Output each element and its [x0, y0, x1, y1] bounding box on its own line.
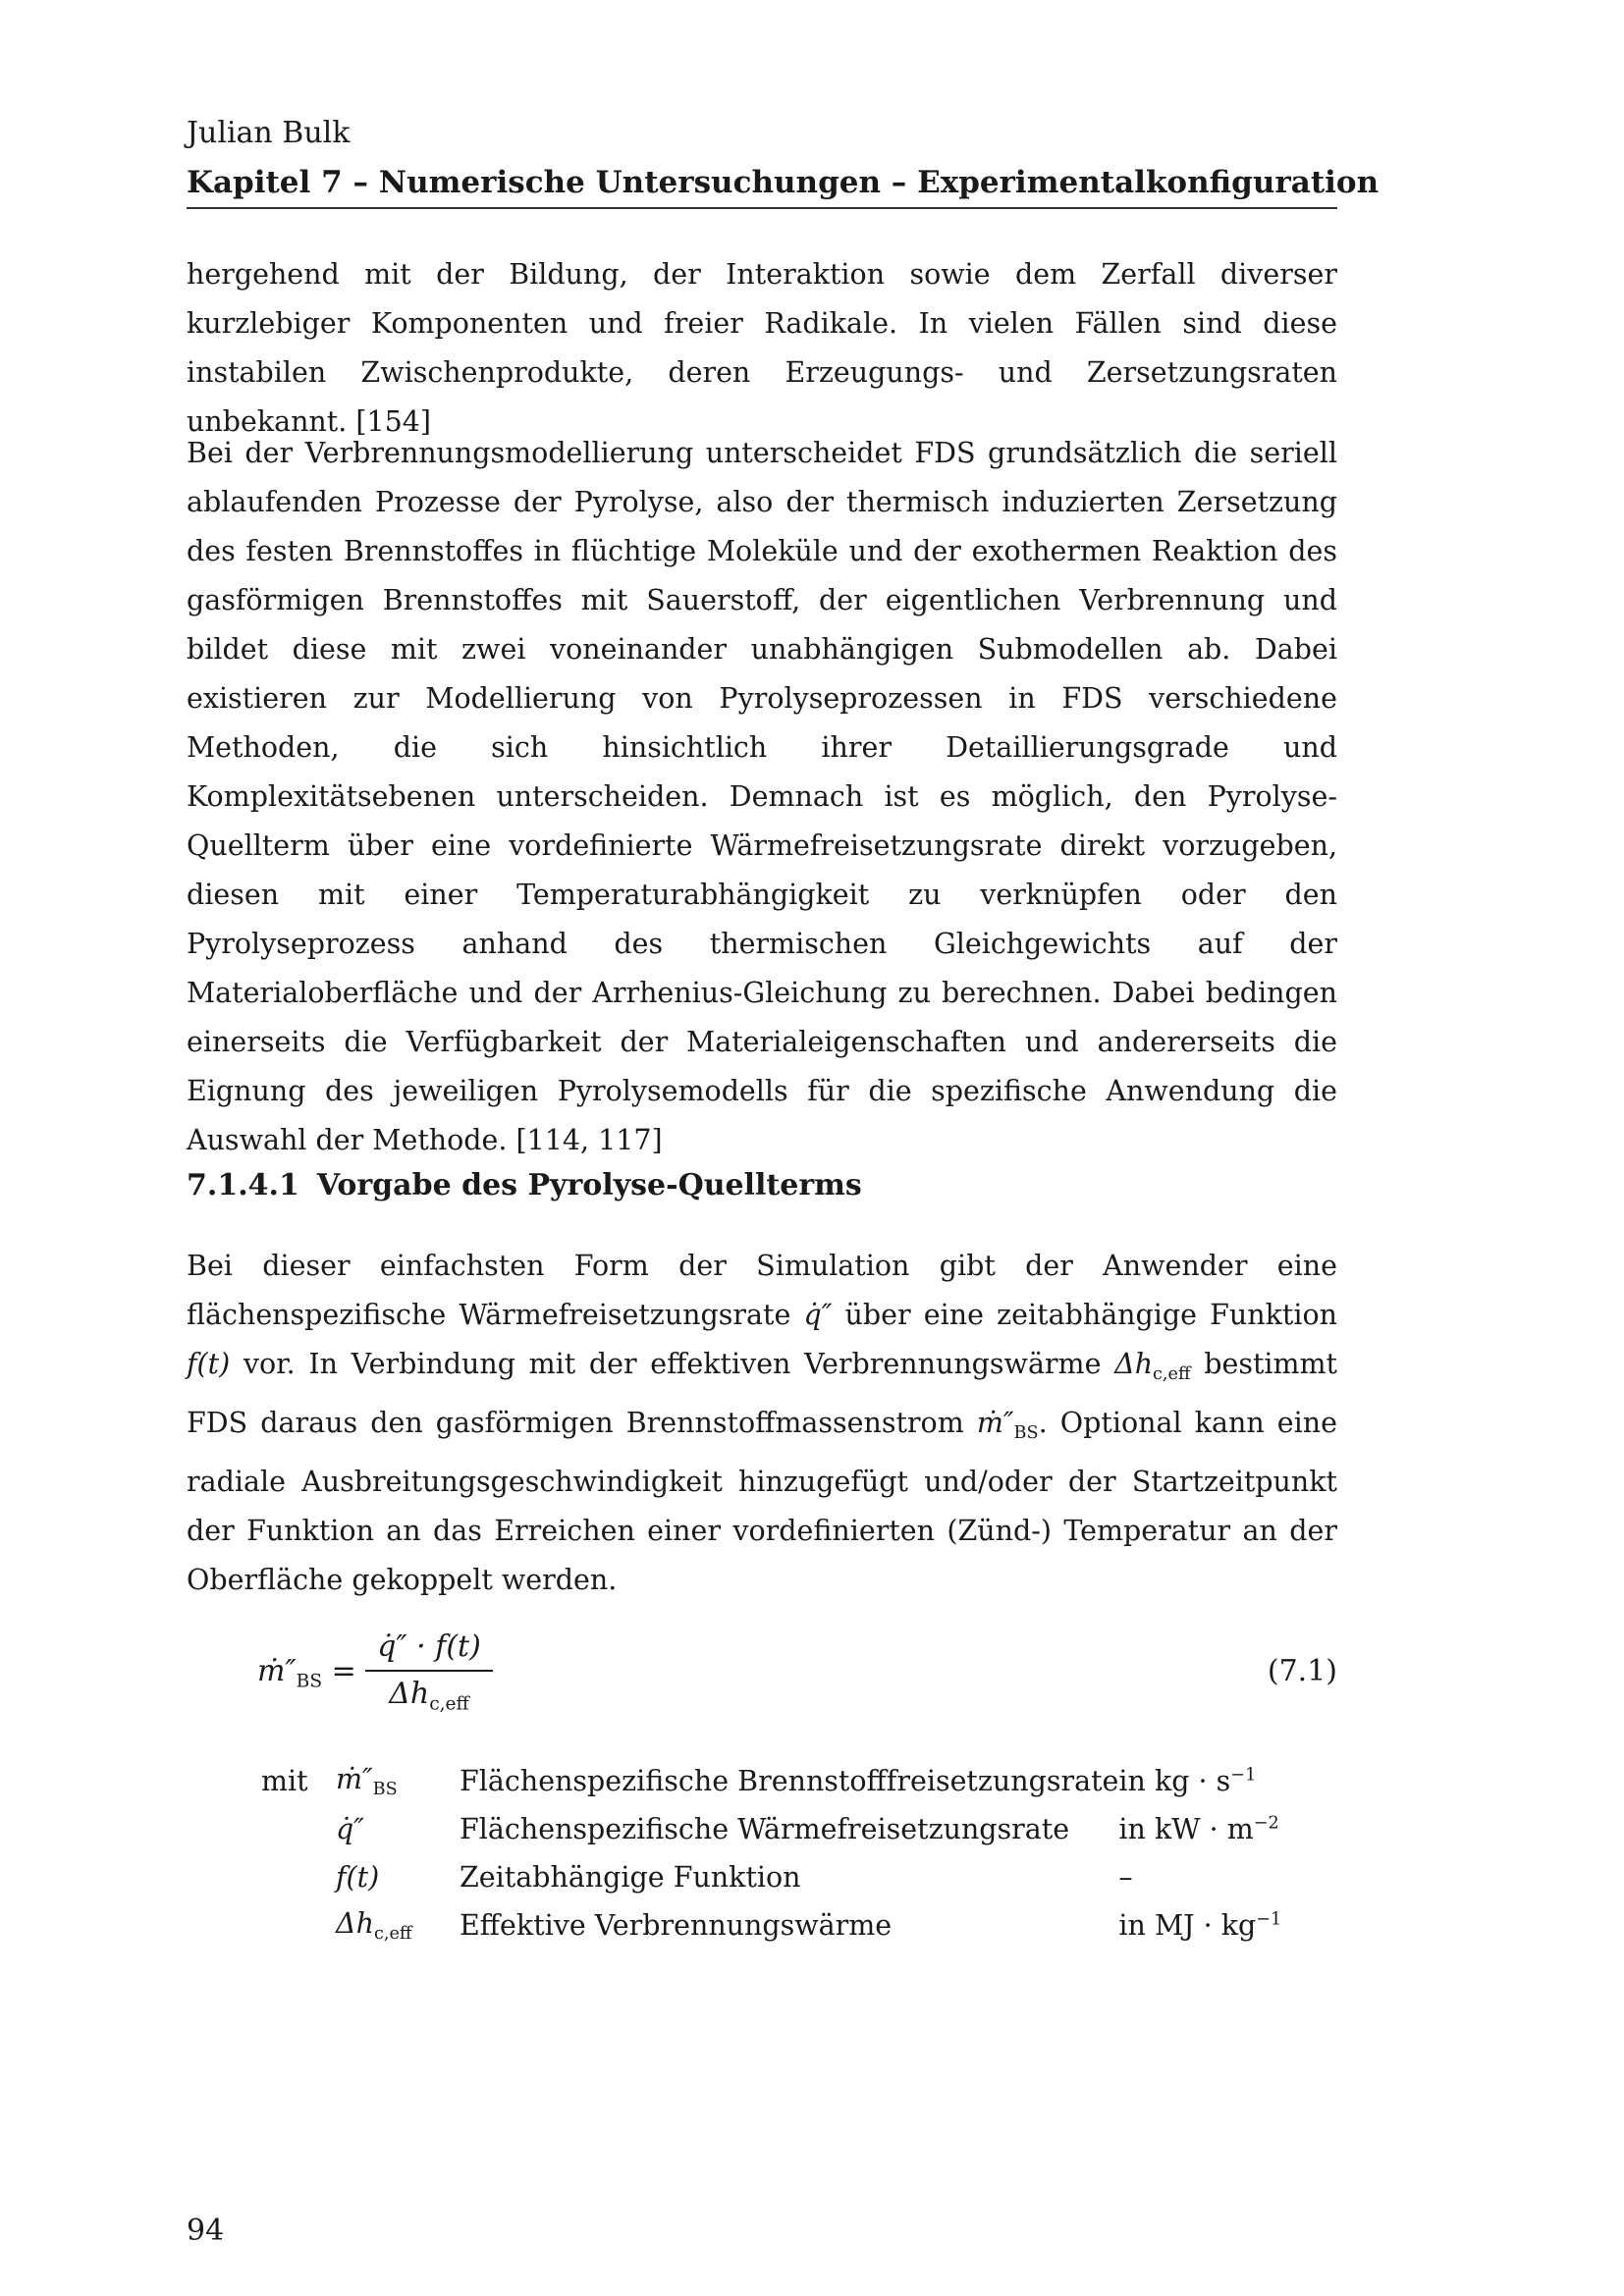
ft-symbol: f(t) [187, 1348, 231, 1380]
running-header-chapter: Kapitel 7 – Numerische Untersuchungen – Experimentalkonfiguration [187, 165, 1380, 200]
qdot-symbol: q̇″ [803, 1299, 833, 1331]
symbol-legend [261, 1757, 1281, 1949]
equation-denominator: $\Delta h_{c,eff}$ [389, 1677, 469, 1715]
legend-unit: – [1118, 1861, 1133, 1894]
equation-fraction [365, 1627, 493, 1726]
equation-numerator: q̇″ · f(t) [377, 1629, 481, 1664]
legend-description: Effektive Verbrennungswärme [460, 1909, 893, 1942]
dh-symbol: $\Delta h_{c,eff}$ [1114, 1348, 1191, 1385]
paragraph-2: Bei der Verbrennungsmodellierung unterscheidet FDS grundsätzlich die seriell ablaufenden Prozesse der Pyrolyse, also der thermisch induzierten Zersetzung des festen Brennstoffes in flüchtige Moleküle und der exothermen Reaktion des gasförmigen Brennstoffes mit Sauerstoff, der eigentlichen Verbrennung und bildet diese mit zwei voneinander unabhängigen Submodellen ab. Dabei existieren zur Modellierung von Pyrolyseprozessen in FDS verschiedene Methoden, die sich hinsichtlich ihrer Detaillierungsgrade und Komplexitätsebenen unterscheiden. Demnach ist es möglich, den Pyrolyse-Quellterm über eine vordefinierte Wärmefreisetzungsrate direkt vorzugeben, diesen mit einer Temperaturabhängigkeit zu verknüpfen oder den Pyrolyseprozess anhand des thermischen Gleichgewichts auf der Materialoberfläche und der Arrhenius-Gleichung zu berechnen. Dabei bedingen einerseits die Verfügbarkeit der Materialeigenschaften und andererseits die Eignung des jeweiligen Pyrolysemodells für die spezifische Anwendung die Auswahl der Methode. [114, 117] [187, 437, 1337, 1156]
page-number: 94 [187, 2214, 225, 2248]
legend-row [261, 1805, 1281, 1853]
legend-symbol: f(t) [336, 1861, 380, 1894]
paragraph-3-part-2: über eine zeitabhängige Funktion [844, 1299, 1337, 1331]
equation-number: (7.1) [1267, 1654, 1337, 1688]
equation-lhs: $ṁ''_{BS}$ = [257, 1654, 356, 1692]
paragraph-3 [187, 1242, 1337, 1605]
legend-description: Zeitabhängige Funktion [460, 1861, 801, 1894]
running-header-author: Julian Bulk [187, 116, 351, 150]
paragraph-3-part-5: . Optional kann eine radiale Ausbreitungsgeschwindigkeit hinzugefügt und/oder der Startzeitpunkt der Funktion an das Erreichen einer vordefinierten (Zünd-) Temperatur an der Oberfläche gekoppelt werden. [187, 1407, 1337, 1597]
legend-row [261, 1757, 1281, 1805]
paragraph-3-part-1: Bei dieser einfachsten Form der Simulation gibt der Anwender eine flächenspezifische Wärmefreisetzungsrate [187, 1250, 1337, 1331]
fraction-bar [365, 1670, 493, 1672]
legend-symbol: $\Delta h_{c,eff}$ [336, 1906, 412, 1945]
legend-mit: mit [261, 1765, 308, 1797]
paragraph-3-part-3: vor. In Verbindung mit der effektiven Verbrennungswärme [243, 1348, 1102, 1380]
equation-7-1 [257, 1627, 1337, 1735]
paragraph-3-part-4: bestimmt FDS daraus den gasförmigen Brennstoffmassenstrom [187, 1348, 1338, 1440]
paragraph-1: hergehend mit der Bildung, der Interaktion sowie dem Zerfall diverser kurzlebiger Komponenten und freier Radikale. In vielen Fällen sind diese instabilen Zwischenprodukte, deren Erzeugungs- und Zersetzungsraten unbekannt. [154] [187, 258, 1337, 438]
section-number: 7.1.4.1 [187, 1168, 299, 1202]
mdot-symbol: $ṁ''_{BS}$ [976, 1407, 1039, 1444]
header-rule [187, 207, 1337, 209]
legend-unit: in kg · $s^{-1}$ [1118, 1765, 1257, 1797]
legend-symbol: q̇″ [336, 1813, 364, 1845]
legend-description: Flächenspezifische Wärmefreisetzungsrate [460, 1813, 1070, 1845]
legend-symbol: $ṁ''_{BS}$ [336, 1762, 398, 1800]
legend-description: Flächenspezifische Brennstofffreisetzungsrate [460, 1765, 1119, 1797]
legend-row [261, 1901, 1281, 1949]
section-heading [187, 1166, 862, 1205]
legend-unit: in kW · $m^{-2}$ [1118, 1813, 1279, 1845]
section-title: Vorgabe des Pyrolyse-Quellterms [316, 1168, 862, 1202]
legend-row [261, 1853, 1281, 1901]
legend-unit: in MJ · $kg^{-1}$ [1118, 1909, 1282, 1942]
